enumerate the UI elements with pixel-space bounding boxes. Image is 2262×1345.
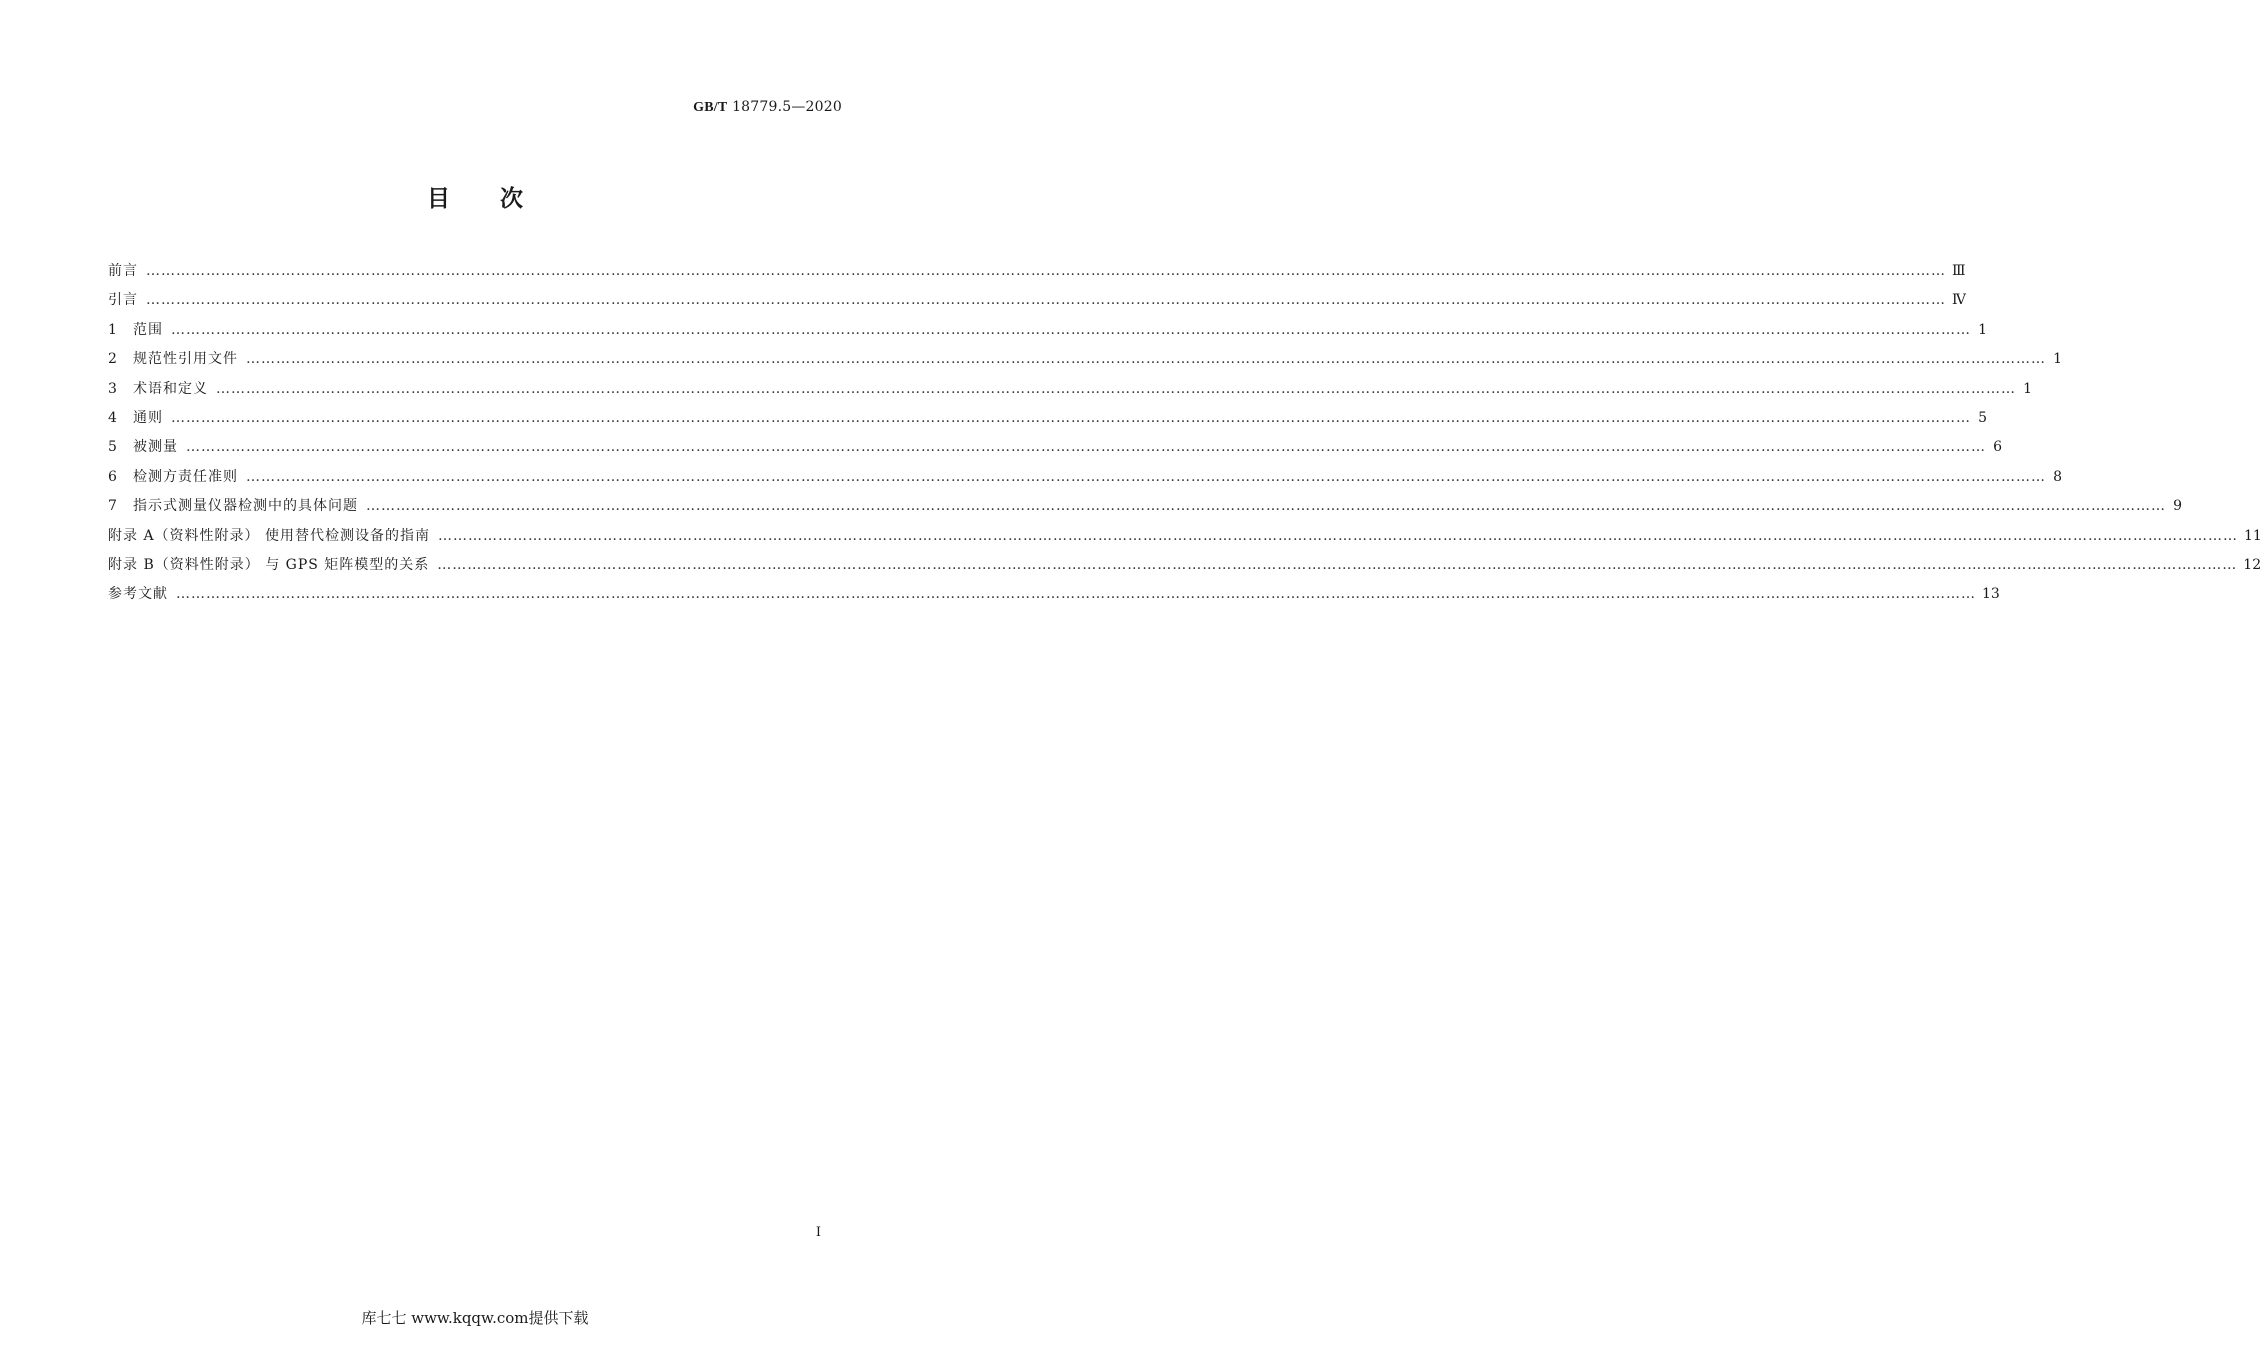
- toc-entry[interactable]: [108, 522, 2262, 551]
- standard-number: 18779.5—2020: [732, 99, 842, 115]
- toc-entry-page: 13: [1982, 586, 2000, 603]
- download-footer: 库七七 www.kqqw.com提供下载: [361, 1309, 589, 1327]
- toc-entry-label: 参考文献: [108, 586, 168, 603]
- toc-entry[interactable]: [108, 433, 2002, 462]
- toc-entry[interactable]: [108, 316, 1987, 345]
- toc-entry[interactable]: [108, 492, 2182, 521]
- toc-entry-page: Ⅳ: [1952, 292, 1966, 309]
- toc-entry-label: 附录 B（资料性附录） 与 GPS 矩阵模型的关系: [108, 556, 430, 573]
- toc-entry-page: 12: [2243, 556, 2262, 573]
- toc-entry-page: 1: [2053, 351, 2062, 368]
- toc-leader-dots: ………………………………………………………………………………………………………………………………………………………………………………………………………………………………………………………………………………………………………………………………: [146, 263, 1946, 279]
- toc-entry[interactable]: [108, 580, 2000, 609]
- toc-entry-label: 通则: [133, 409, 163, 426]
- table-of-contents: [108, 257, 2262, 610]
- toc-leader-dots: ………………………………………………………………………………………………………………………………………………………………………………………………………………………………………………………………………………………………………………………………: [176, 586, 1976, 603]
- toc-leader-dots: ………………………………………………………………………………………………………………………………………………………………………………………………………………………………………………………………………………………………………………………………: [437, 556, 2238, 573]
- toc-leader-dots: ………………………………………………………………………………………………………………………………………………………………………………………………………………………………………………………………………………………………………………………………: [438, 527, 2239, 544]
- toc-entry-number: 6: [108, 468, 117, 485]
- toc-entry-label: 规范性引用文件: [133, 351, 238, 368]
- toc-leader-dots: ………………………………………………………………………………………………………………………………………………………………………………………………………………………………………………………………………………………………………………………………: [216, 380, 2016, 397]
- toc-entry-number: 7: [108, 498, 117, 515]
- toc-entry[interactable]: [108, 286, 1966, 315]
- toc-entry-label: 检测方责任准则: [133, 468, 238, 485]
- toc-entry[interactable]: [108, 463, 2062, 492]
- toc-entry-number: 4: [108, 409, 117, 426]
- toc-entry[interactable]: [108, 551, 2262, 580]
- toc-entry-page: 9: [2173, 498, 2182, 515]
- toc-leader-dots: ………………………………………………………………………………………………………………………………………………………………………………………………………………………………………………………………………………………………………………………………: [186, 439, 1986, 456]
- toc-leader-dots: ………………………………………………………………………………………………………………………………………………………………………………………………………………………………………………………………………………………………………………………………: [246, 468, 2046, 485]
- toc-leader-dots: ………………………………………………………………………………………………………………………………………………………………………………………………………………………………………………………………………………………………………………………………: [171, 321, 1971, 338]
- toc-entry-page: 11: [2244, 527, 2262, 544]
- toc-entry[interactable]: [108, 257, 1966, 286]
- toc-entry-page: 5: [1978, 409, 1987, 426]
- toc-entry-label: 附录 A（资料性附录） 使用替代检测设备的指南: [108, 527, 431, 544]
- toc-entry[interactable]: [108, 345, 2062, 374]
- toc-entry-label: 被测量: [133, 439, 178, 456]
- toc-entry[interactable]: [108, 404, 1987, 433]
- toc-entry-page: 1: [1978, 321, 1987, 338]
- toc-entry-page: 6: [1993, 439, 2002, 456]
- toc-entry-number: 3: [108, 380, 117, 397]
- toc-entry-label: 引言: [108, 292, 138, 309]
- toc-leader-dots: ………………………………………………………………………………………………………………………………………………………………………………………………………………………………………………………………………………………………………………………………: [171, 409, 1971, 426]
- toc-leader-dots: ………………………………………………………………………………………………………………………………………………………………………………………………………………………………………………………………………………………………………………………………: [246, 351, 2046, 368]
- standard-code: [693, 99, 842, 116]
- page-title: 目次: [427, 186, 573, 212]
- toc-entry-label: 指示式测量仪器检测中的具体问题: [133, 498, 358, 515]
- page-number: I: [815, 1225, 821, 1240]
- toc-entry-page: 8: [2053, 468, 2062, 485]
- toc-leader-dots: ………………………………………………………………………………………………………………………………………………………………………………………………………………………………………………………………………………………………………………………………: [146, 292, 1946, 309]
- standard-prefix: GB/T: [693, 100, 728, 115]
- toc-entry-page: 1: [2023, 380, 2032, 397]
- toc-entry[interactable]: [108, 375, 2032, 404]
- toc-entry-label: 术语和定义: [133, 380, 208, 397]
- toc-entry-label: 前言: [108, 263, 138, 279]
- toc-entry-number: 1: [108, 321, 117, 338]
- toc-leader-dots: ………………………………………………………………………………………………………………………………………………………………………………………………………………………………………………………………………………………………………………………………: [366, 498, 2166, 515]
- toc-entry-number: 5: [108, 439, 117, 456]
- toc-entry-page: Ⅲ: [1952, 263, 1966, 279]
- toc-entry-number: 2: [108, 351, 117, 368]
- toc-entry-label: 范围: [133, 321, 163, 338]
